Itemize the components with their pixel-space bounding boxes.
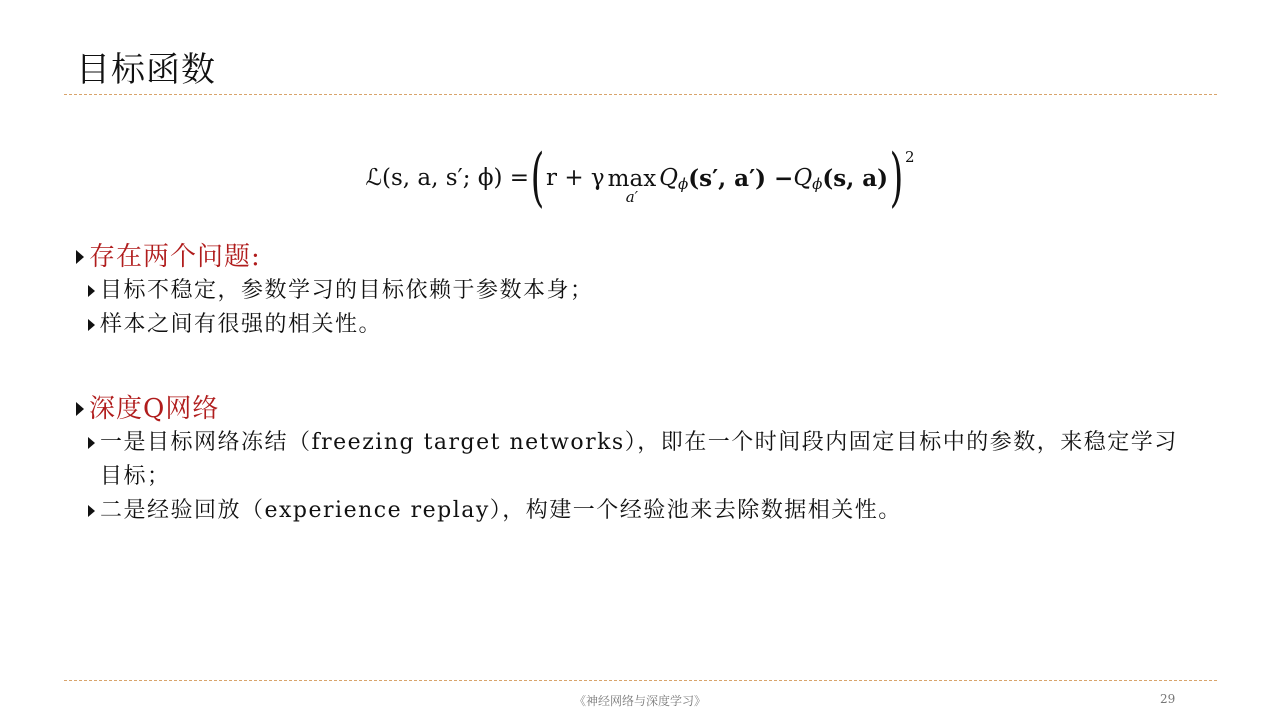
list-item-text: 样本之间有很强的相关性。 — [100, 312, 383, 337]
title-divider — [64, 94, 1217, 95]
right-paren: ) — [889, 141, 904, 215]
equation-reward: r + γ — [546, 165, 605, 191]
bullet-triangle-icon — [88, 437, 95, 449]
dqn-heading-text: 深度Q网络 — [89, 394, 220, 424]
objective-equation — [0, 141, 1280, 224]
problems-heading-text: 存在两个问题: — [89, 242, 261, 272]
footer-book-title: 《神经网络与深度学习》 — [573, 694, 706, 708]
dqn-section — [76, 392, 1200, 528]
list-item — [88, 308, 594, 342]
problems-heading — [76, 240, 594, 274]
q1-subscript: ϕ — [678, 175, 689, 193]
list-item-text: 二是经验回放（experience replay），构建一个经验池来去除数据相关性。 — [100, 498, 902, 523]
page-number: 29 — [1160, 692, 1176, 706]
list-item — [88, 494, 1200, 528]
bullet-triangle-icon — [88, 285, 95, 297]
q-function-1: Q — [659, 165, 679, 191]
dqn-heading — [76, 392, 1200, 426]
list-item — [88, 274, 594, 308]
q1-args: (s′, a′) − — [688, 164, 794, 192]
footer-divider — [64, 680, 1217, 681]
list-item-text: 目标不稳定，参数学习的目标依赖于参数本身； — [100, 278, 594, 303]
list-item — [88, 426, 1200, 494]
equation-lhs: ℒ(s, a, s′; ϕ) = — [365, 165, 530, 191]
slide-title: 目标函数 — [76, 50, 216, 90]
bullet-triangle-icon — [88, 505, 95, 517]
bullet-triangle-icon — [88, 319, 95, 331]
q2-args: (s, a) — [822, 164, 889, 192]
bullet-triangle-icon — [76, 402, 84, 416]
max-label: max — [607, 166, 657, 192]
left-paren: ( — [530, 141, 545, 215]
bullet-triangle-icon — [76, 250, 84, 264]
list-item-text: 一是目标网络冻结（freezing target networks），即在一个时间段内固定目标中的参数，来稳定学习目标； — [100, 430, 1178, 489]
problems-section — [76, 240, 594, 342]
q-function-2: Q — [793, 165, 813, 191]
max-subscript: a′ — [625, 188, 639, 206]
exponent: 2 — [905, 148, 915, 166]
max-operator — [607, 166, 657, 206]
q2-subscript: ϕ — [812, 175, 823, 193]
